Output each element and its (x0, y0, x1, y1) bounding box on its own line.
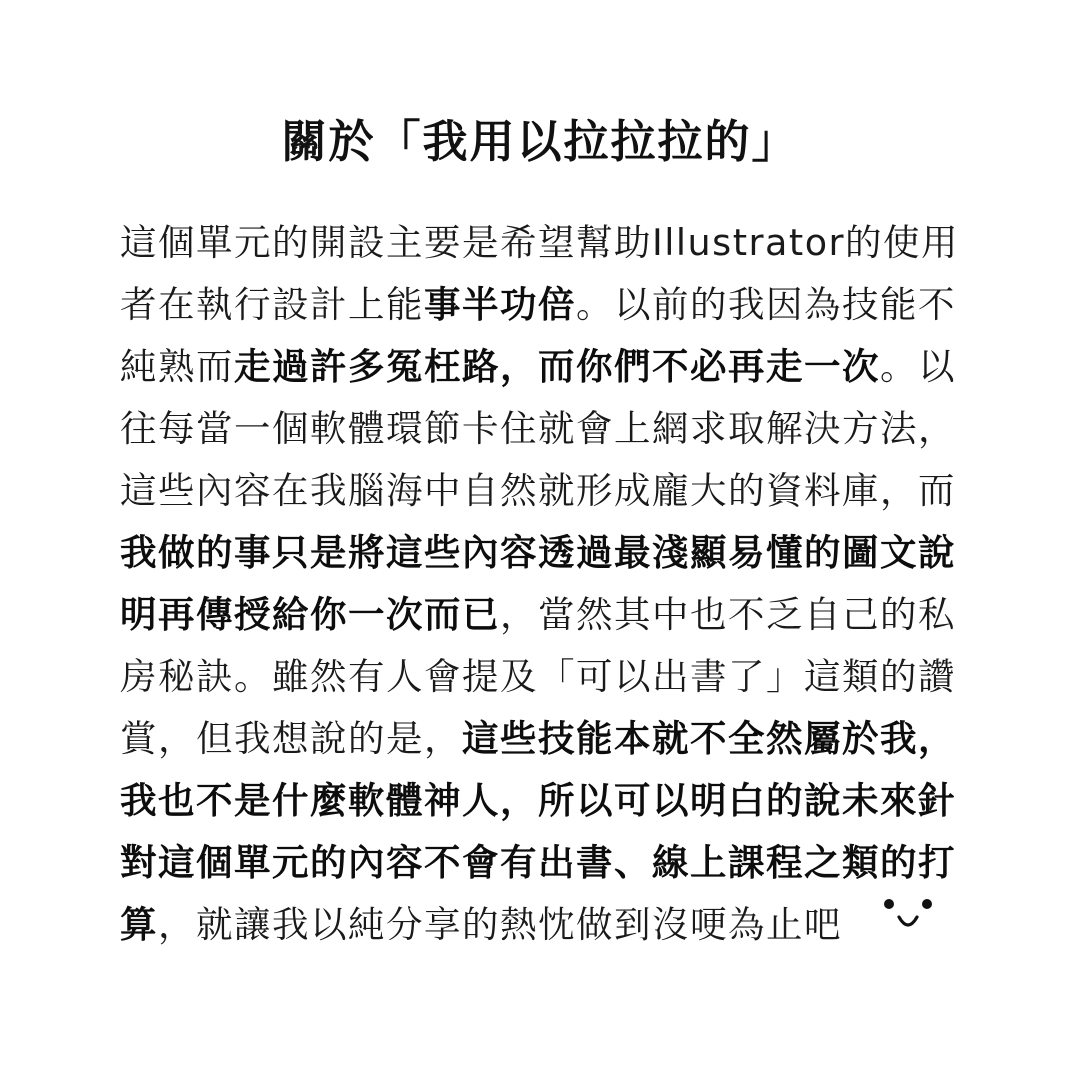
body-paragraph (120, 212, 980, 956)
text-segment: 者在執行設計上能 (120, 283, 424, 326)
smiley-face-icon (880, 895, 936, 937)
paragraph-line (120, 336, 980, 398)
text-segment: 。以前的我因為技能不 (576, 283, 956, 326)
emphasis-text: 事半功倍 (424, 283, 576, 326)
text-segment: 房秘訣。雖然有人會提及「可以出書了」這類的讚 (120, 655, 956, 698)
smiley-right-eye (922, 899, 932, 909)
paragraph-line (120, 894, 980, 956)
emphasis-text: 這些技能本就不全然屬於我， (462, 717, 956, 760)
emphasis-text: 走過許多冤枉路，而你們不必再走一次 (234, 345, 880, 388)
paragraph-line (120, 522, 980, 584)
smiley-left-eye (884, 899, 894, 909)
paragraph-line (120, 646, 980, 708)
text-segment: ，當然其中也不乏自己的私 (500, 593, 956, 636)
text-segment: 這些內容在我腦海中自然就形成龐大的資料庫，而 (120, 469, 956, 512)
emphasis-text: 明再傳授給你一次而已 (120, 593, 500, 636)
paragraph-line (120, 832, 980, 894)
emphasis-text: 對這個單元的內容不會有出書、線上課程之類的打 (120, 841, 956, 884)
text-segment: 。以 (880, 345, 956, 388)
paragraph-line (120, 460, 980, 522)
paragraph-line (120, 770, 980, 832)
text-segment: 純熟而 (120, 345, 234, 388)
text-segment: ，就讓我以純分享的熱忱做到沒哽為止吧 (158, 903, 842, 946)
paragraph-line (120, 398, 980, 460)
paragraph-line (120, 584, 980, 646)
text-segment: 往每當一個軟體環節卡住就會上網求取解決方法， (120, 407, 956, 450)
emphasis-text: 我做的事只是將這些內容透過最淺顯易懂的圖文說 (120, 531, 956, 574)
text-segment: 這個單元的開設主要是希望幫助Illustrator的使用 (120, 221, 960, 264)
paragraph-line (120, 708, 980, 770)
paragraph-line (120, 212, 980, 274)
paragraph-line (120, 274, 980, 336)
emphasis-text: 算 (120, 903, 158, 946)
page-title: 關於「我用以拉拉拉的」 (281, 115, 799, 168)
emphasis-text: 我也不是什麼軟體神人，所以可以明白的說未來針 (120, 779, 956, 822)
smiley-mouth (899, 917, 917, 925)
text-segment: 賞，但我想說的是， (120, 717, 462, 760)
